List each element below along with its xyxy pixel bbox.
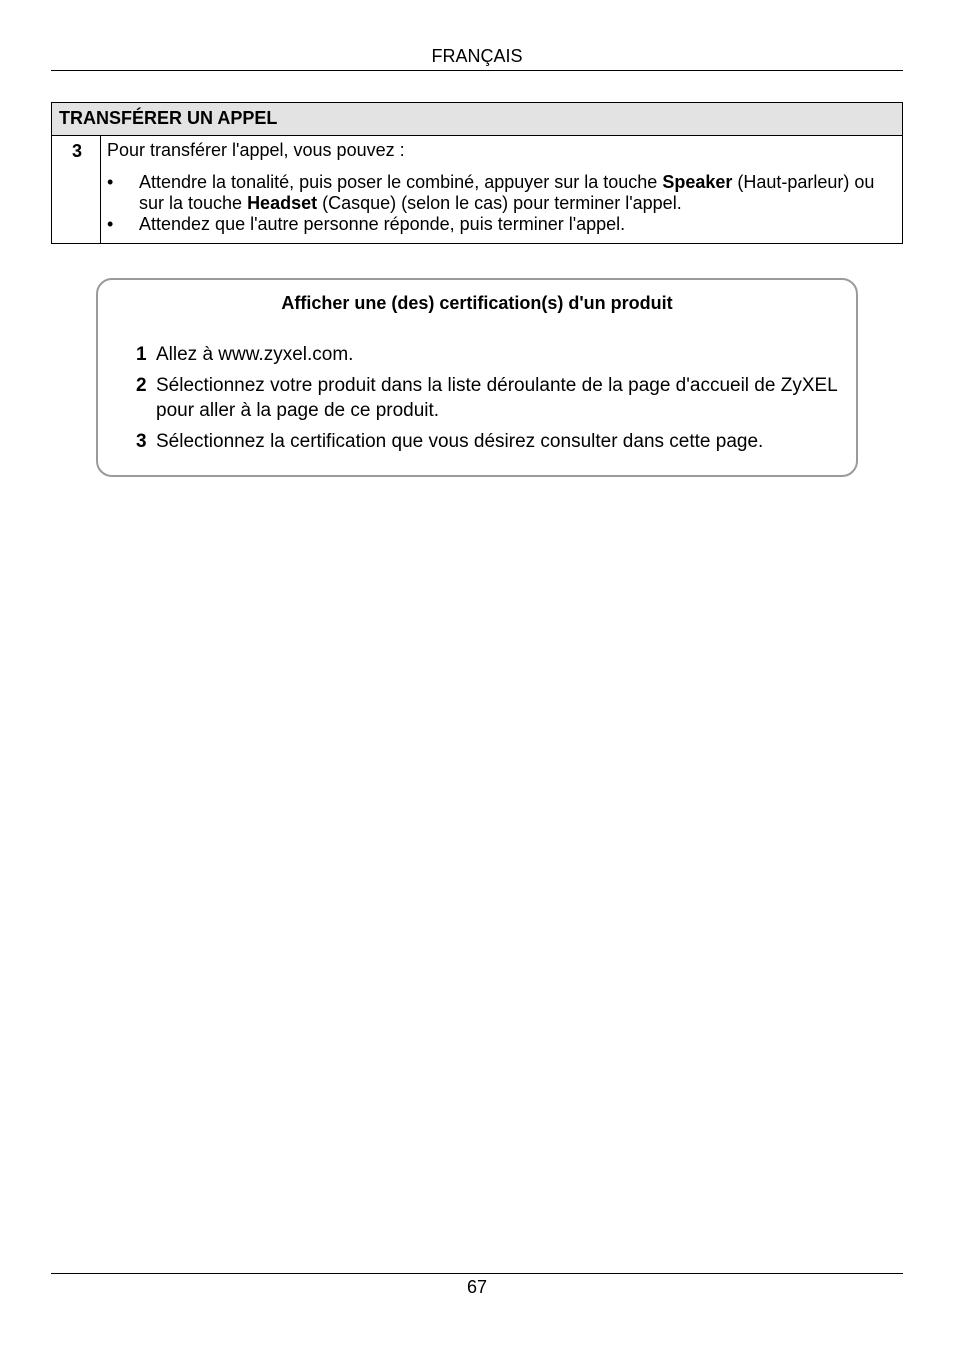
procedure-step-intro: Pour transférer l'appel, vous pouvez :	[107, 140, 405, 160]
header-rule	[51, 70, 903, 71]
running-header-language: FRANÇAIS	[431, 46, 523, 66]
certification-step-text: Sélectionnez la certification que vous désirez consulter dans cette page.	[156, 431, 764, 452]
procedure-row	[52, 136, 902, 243]
certification-step-text: Sélectionnez votre produit dans la liste déroulante de la page d'accueil de ZyXEL pour aller à la page de ce produit.	[156, 375, 838, 421]
bullet-text: Attendre la tonalité, puis poser le combiné, appuyer sur la touche	[139, 172, 663, 192]
bullet-text: Attendez que l'autre personne réponde, puis terminer l'appel.	[139, 214, 626, 234]
certification-step-text: Allez à www.zyxel.com.	[156, 344, 354, 365]
certification-step-number: 1	[136, 344, 147, 365]
bullet-icon: •	[107, 214, 114, 234]
certification-step-number: 3	[136, 431, 147, 452]
certification-note-box	[96, 278, 858, 477]
procedure-step-content	[101, 136, 902, 243]
bullet-text: (Haut-parleur) ou sur la touche	[139, 172, 875, 213]
certification-step	[136, 429, 842, 454]
footer-rule	[51, 1273, 903, 1274]
procedure-bullet-item	[107, 172, 882, 214]
procedure-bullet-list	[107, 172, 882, 235]
certification-step	[136, 342, 842, 367]
procedure-step-number: 3	[52, 136, 101, 243]
certification-step-number: 2	[136, 375, 147, 396]
certification-step	[136, 373, 842, 423]
certification-steps-list	[136, 342, 842, 460]
bullet-icon: •	[107, 172, 114, 192]
headset-key-label: Headset	[247, 193, 318, 213]
page-number: 67	[466, 1277, 488, 1297]
procedure-table	[51, 102, 903, 244]
procedure-bullet-item	[107, 214, 882, 235]
speaker-key-label: Speaker	[662, 172, 733, 192]
procedure-table-title: TRANSFÉRER UN APPEL	[52, 103, 902, 136]
bullet-text: (Casque) (selon le cas) pour terminer l'appel.	[317, 193, 682, 213]
certification-note-title: Afficher une (des) certification(s) d'un produit	[281, 293, 673, 313]
